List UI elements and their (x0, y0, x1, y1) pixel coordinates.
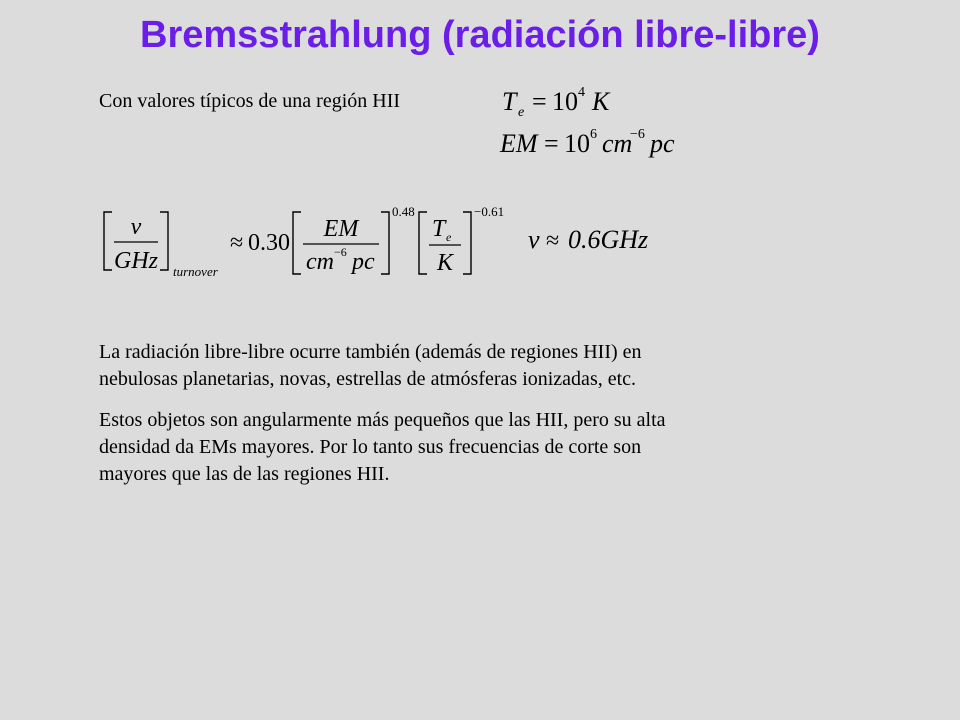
nu-result (524, 222, 664, 258)
paragraph-1-line: nebulosas planetarias, novas, estrellas de atmósferas ionizadas, etc. (99, 368, 637, 390)
coefficient: 0.30 (248, 230, 290, 256)
approx-1: ≈ (230, 230, 244, 256)
te-equation (500, 84, 630, 124)
te-lhs: T (502, 87, 517, 116)
frac3-den: K (436, 250, 454, 276)
paragraph-2 (99, 407, 799, 488)
te-base: 10 (552, 87, 578, 116)
frac2-den-b: pc (352, 249, 375, 275)
em-lhs: EM (500, 129, 538, 158)
frac1-sub: turnover (173, 264, 218, 279)
paragraph-2-line: densidad da EMs mayores. Por lo tanto sus frecuencias de corte son (99, 436, 642, 458)
nu-rhs: 0.6GHz (568, 225, 649, 254)
intro-text: Con valores típicos de una región HII (99, 90, 401, 112)
te-eq: = (532, 87, 547, 116)
paragraph-2-line: mayores que las de las regiones HII. (99, 463, 390, 485)
em-equation (498, 124, 698, 162)
turnover-equation (96, 198, 516, 282)
frac3-num: T (432, 216, 446, 242)
te-exp: 4 (578, 85, 585, 100)
te-unit: K (592, 87, 610, 116)
em-exp: 6 (590, 127, 597, 142)
paragraph-2-line: Estos objetos son angularmente más pequeños que las HII, pero su alta (99, 409, 666, 431)
paragraph-1-line: La radiación libre-libre ocurre también (además de regiones HII) en (99, 341, 642, 363)
exp-1: 0.48 (392, 204, 415, 219)
em-unit1-exp: −6 (630, 127, 645, 142)
em-base: 10 (564, 129, 590, 158)
exp-2: −0.61 (474, 204, 505, 219)
nu-approx: ≈ (546, 228, 560, 254)
frac1-num: ν (130, 214, 142, 240)
nu-lhs: ν (528, 225, 540, 254)
frac2-den-exp: −6 (334, 245, 347, 259)
te-sub: e (518, 105, 525, 120)
em-unit1: cm (602, 129, 633, 158)
paragraph-1 (99, 339, 799, 393)
em-unit2: pc (650, 129, 675, 158)
em-eq: = (544, 129, 559, 158)
frac1-den: GHz (113, 248, 159, 274)
slide-title: Bremsstrahlung (radiación libre-libre) (140, 14, 820, 56)
frac3-num-sub: e (446, 230, 452, 244)
frac2-den-a: cm (306, 249, 334, 275)
frac2-num: EM (323, 216, 359, 242)
